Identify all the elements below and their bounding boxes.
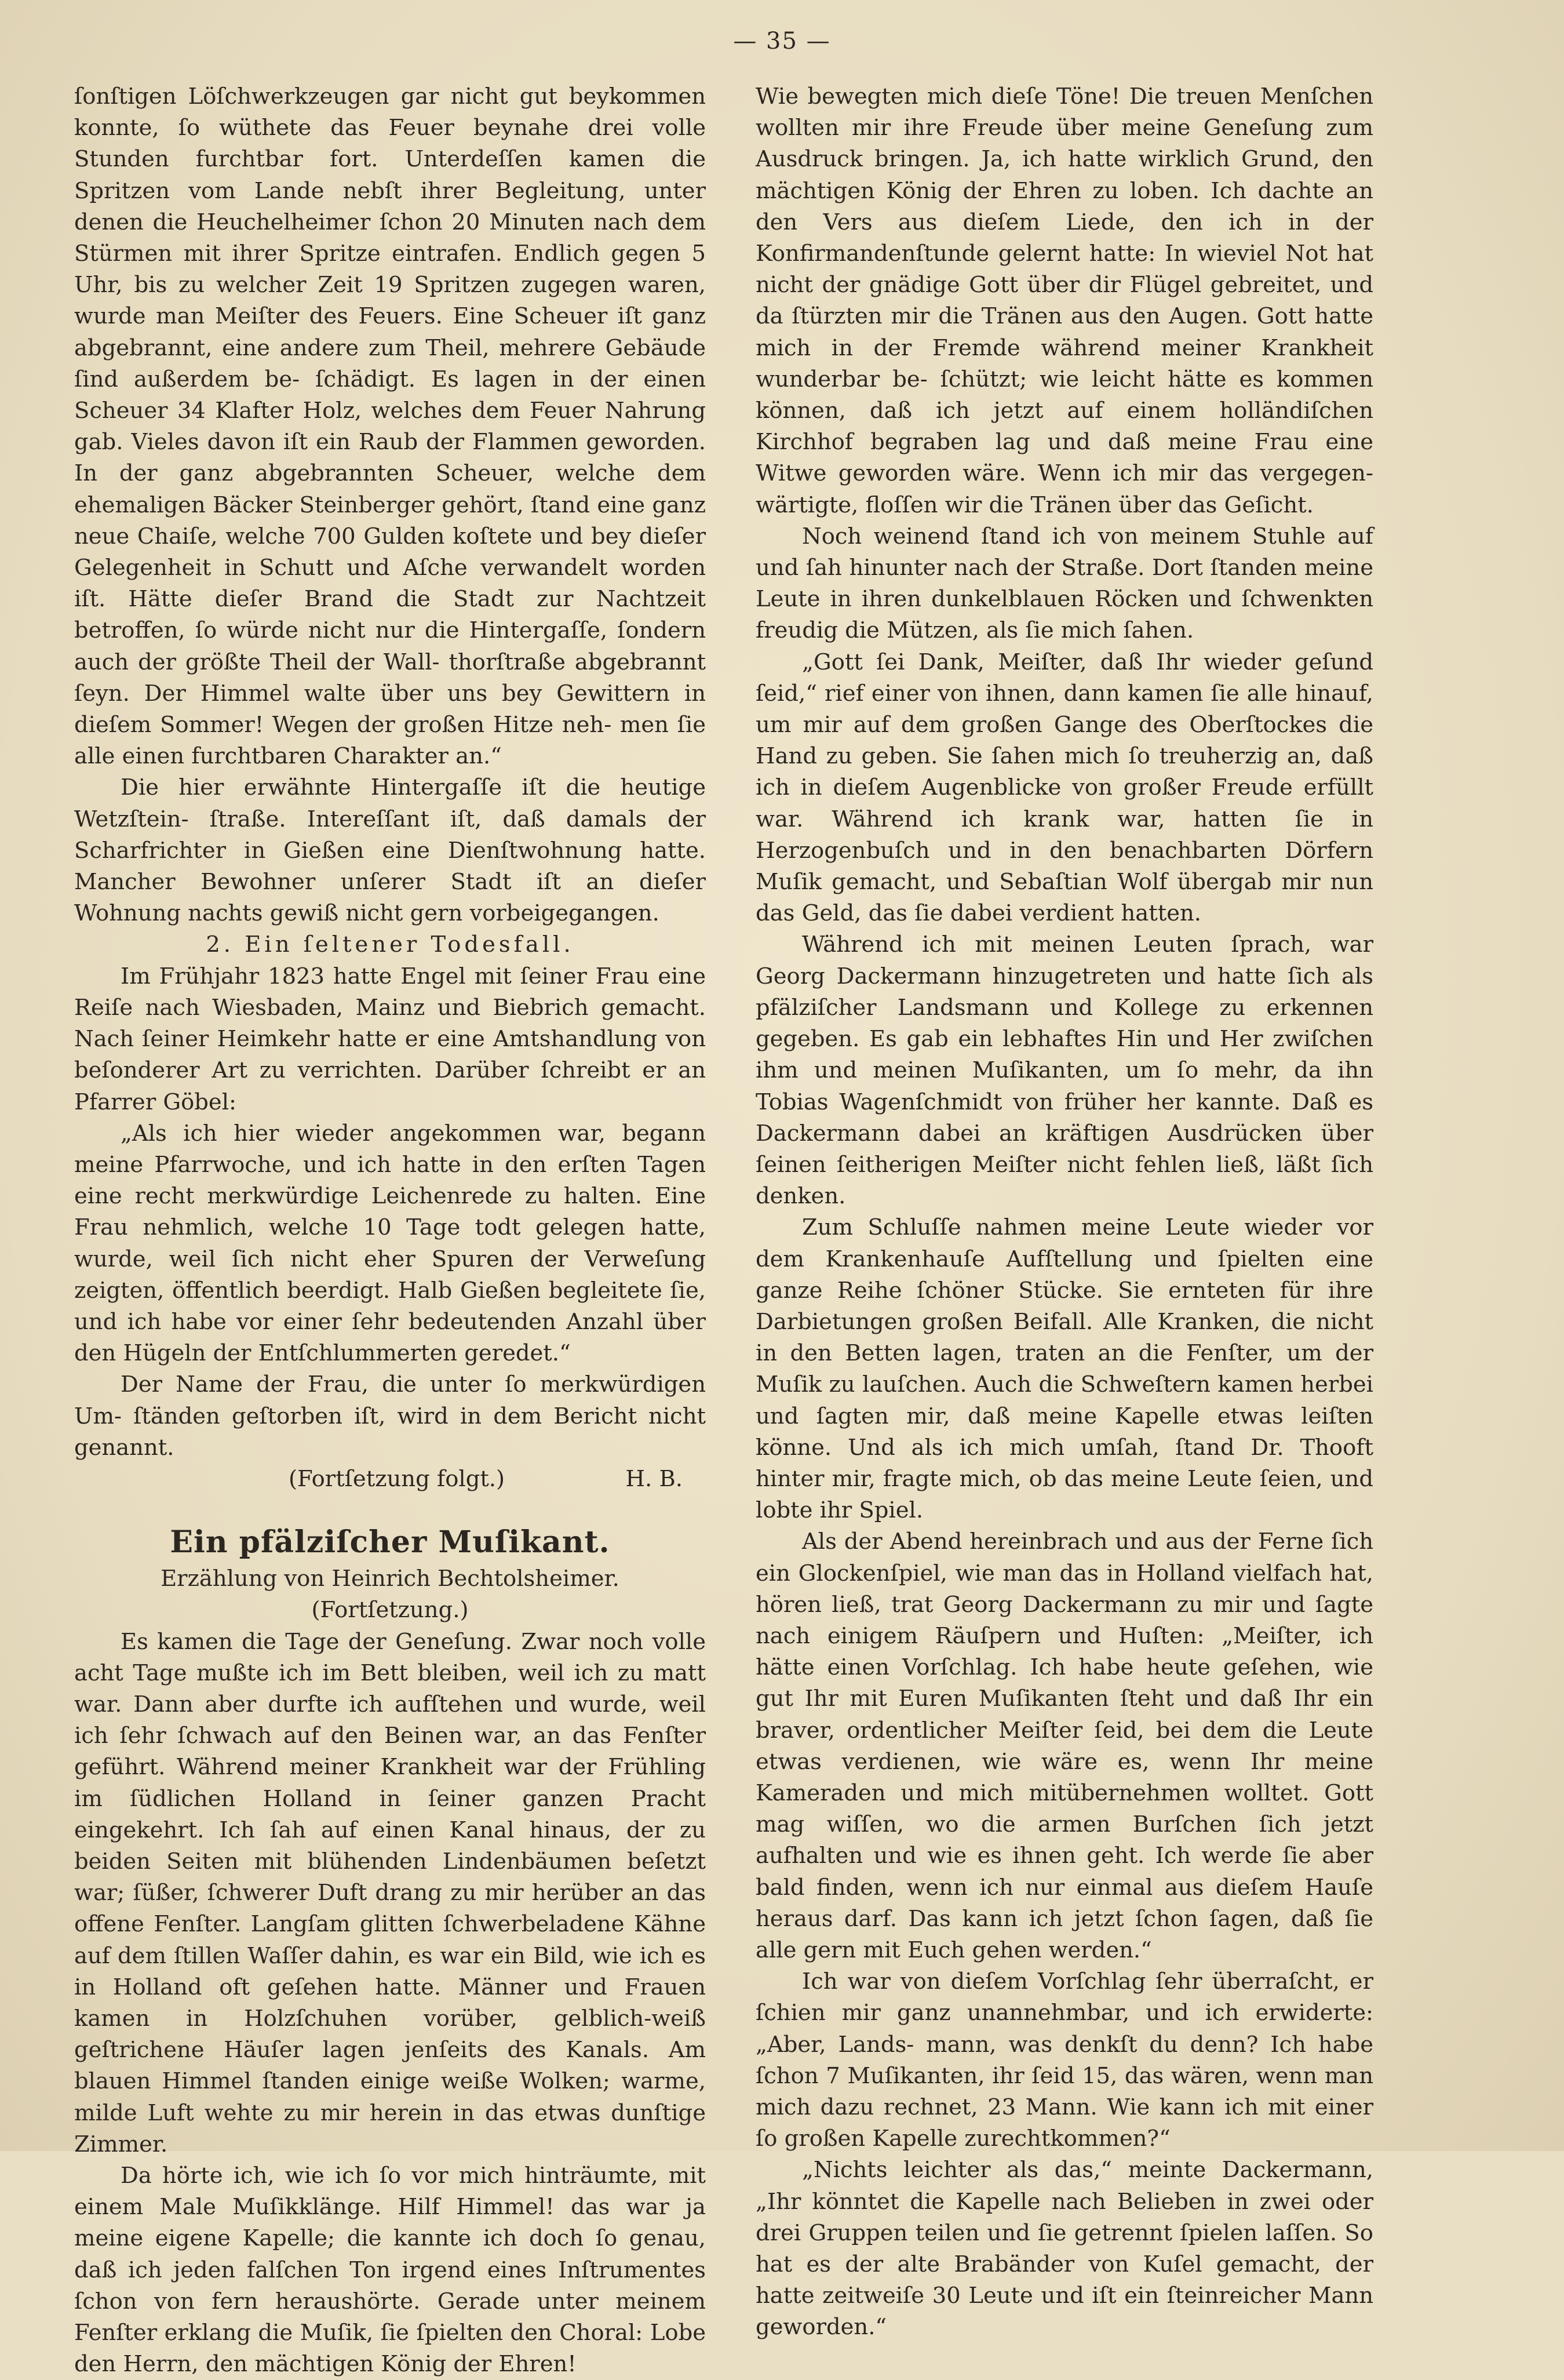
section-heading: 2. Ein ſeltener Todesfall. (206, 931, 574, 958)
paragraph: „Nichts leichter als das,“ meinte Dackermann, „Ihr könntet die Kapelle nach Belieben in zwei oder drei Gruppen teilen und ſie getrennt ſpielen laſſen. So hat es der alte Brabänder von Kuſel gemacht, der hatte zeitweiſe 30 Leute und iſt ein ſteinreicher Mann geworden.“ (756, 2157, 1373, 2341)
paragraph: Wie bewegten mich dieſe Töne! Die treuen Menſchen wollten mir ihre Freude über meine Geneſung zum Ausdruck bringen. Ja, ich hatte wirklich Grund, den mächtigen König der Ehren zu loben. Ich dachte an den Vers aus dieſem Liede, den ich in der Konfirmandenſtunde gelernt hatte: In wieviel Not hat nicht der gnädige Gott über dir Flügel gebreitet, und da ſtürzten mir die Tränen aus den Augen. Gott hatte mich in der Fremde während meiner Krankheit wunderbar be- ſchützt; wie leicht hätte es kommen können, daß ich jetzt auf einem holländiſchen Kirchhof begraben lag und daß meine Frau eine Witwe geworden wäre. Wenn ich mir das vergegen- wärtigte, floſſen wir die Tränen über das Geſicht. (756, 83, 1373, 518)
continued-note: (Fortſetzung folgt.) (289, 1465, 505, 1492)
paragraph: Während ich mit meinen Leuten ſprach, war Georg Dackermann hinzugetreten und hatte ſich als pfälziſcher Landsmann und Kollege zu erkennen gegeben. Es gab ein lebhaftes Hin und Her zwiſchen ihm und meinen Muſikanten, um ſo mehr, da ihn Tobias Wagenſchmidt von früher her kannte. Daß es Dackermann dabei an kräftigen Ausdrücken über ſeinen ſeitherigen Meiſter nicht fehlen ließ, läßt ſich denken. (756, 931, 1373, 1210)
paragraph: Im Frühjahr 1823 hatte Engel mit ſeiner Frau eine Reiſe nach Wiesbaden, Mainz und Biebrich gemacht. Nach ſeiner Heimkehr hatte er eine Amtshandlung von beſonderer Art zu verrichten. Darüber ſchreibt er an Pfarrer Göbel: (74, 963, 706, 1115)
story-byline: Erzählung von Heinrich Bechtolsheimer. (161, 1566, 619, 1592)
paragraph: Der Name der Frau, die unter ſo merkwürdigen Um- ſtänden geſtorben iſt, wird in dem Bericht nicht genannt. (74, 1371, 706, 1461)
paragraph: Es kamen die Tage der Geneſung. Zwar noch volle acht Tage mußte ich im Bett bleiben, weil ich zu matt war. Dann aber durfte ich aufſtehen und wurde, weil ich ſehr ſchwach auf den Beinen war, an das Fenſter geführt. Während meiner Krankheit war der Frühling im ſüdlichen Holland in ſeiner ganzen Pracht eingekehrt. Ich ſah auf einen Kanal hinaus, der zu beiden Seiten mit blühenden Lindenbäumen beſetzt war; ſüßer, ſchwerer Duft drang zu mir herüber an das offene Fenſter. Langſam glitten ſchwerbeladene Kähne auf dem ſtillen Waſſer dahin, es war ein Bild, wie ich es in Holland oft geſehen hatte. Männer und Frauen kamen in Holzſchuhen vorüber, gelblich-weiß geſtrichene Häuſer lagen jenſeits des Kanals. Am blauen Himmel ſtanden einige weiße Wolken; warme, milde Luft wehte zu mir herein in das etwas dunſtige Zimmer. (74, 1628, 706, 2157)
left-column (74, 81, 706, 2380)
paragraph: Die hier erwähnte Hintergaſſe iſt die heutige Wetzſtein- ſtraße. Intereſſant iſt, daß damals der Scharfrichter in Gießen eine Dienſtwohnung hatte. Mancher Bewohner unſerer Stadt iſt an dieſer Wohnung nachts gewiß nicht gern vorbeigegangen. (74, 774, 706, 927)
paragraph: ſonſtigen Löſchwerkzeugen gar nicht gut beykommen konnte, ſo wüthete das Feuer beynahe drei volle Stunden furchtbar fort. Unterdeſſen kamen die Spritzen vom Lande nebſt ihrer Begleitung, unter denen die Heuchelheimer ſchon 20 Minuten nach dem Stürmen mit ihrer Spritze eintrafen. Endlich gegen 5 Uhr, bis zu welcher Zeit 19 Spritzen zugegen waren, wurde man Meiſter des Feuers. Eine Scheuer iſt ganz abgebrannt, eine andere zum Theil, mehrere Gebäude ſind außerdem be- ſchädigt. Es lagen in der einen Scheuer 34 Klafter Holz, welches dem Feuer Nahrung gab. Vieles davon iſt ein Raub der Flammen geworden. In der ganz abgebrannten Scheuer, welche dem ehemaligen Bäcker Steinberger gehört, ſtand eine ganz neue Chaiſe, welche 700 Gulden koſtete und bey dieſer Gelegenheit in Schutt und Aſche verwandelt worden iſt. Hätte dieſer Brand die Stadt zur Nachtzeit betroffen, ſo würde nicht nur die Hintergaſſe, ſondern auch der größte Theil der Wall- thorſtraße abgebrannt ſeyn. Der Himmel walte über uns bey Gewittern in dieſem Sommer! Wegen der großen Hitze neh- men ſie alle einen furchtbaren Charakter an.“ (74, 83, 706, 770)
story-title: Ein pfälziſcher Muſikant. (170, 1524, 610, 1560)
continuation-line (74, 1464, 706, 1495)
author-signature: H. B. (625, 1465, 683, 1492)
paragraph: Zum Schluſſe nahmen meine Leute wieder vor dem Krankenhauſe Aufſtellung und ſpielten eine ganze Reihe ſchöner Stücke. Sie ernteten für ihre Darbietungen großen Beifall. Alle Kranken, die nicht in den Betten lagen, traten an die Fenſter, um der Muſik zu lauſchen. Auch die Schweſtern kamen herbei und ſagten mir, daß meine Kapelle etwas leiſten könne. Und als ich mich umſah, ſtand Dr. Thooft hinter mir, fragte mich, ob das meine Leute ſeien, und lobte ihr Spiel. (756, 1214, 1373, 1524)
right-column (756, 81, 1373, 2343)
page-number: — 35 — (733, 28, 831, 54)
paragraph: „Als ich hier wieder angekommen war, begann meine Pfarrwoche, und ich hatte in den erſten Tagen eine recht merkwürdige Leichenrede zu halten. Eine Frau nehmlich, welche 10 Tage todt gelegen hatte, wurde, weil ſich nicht eher Spuren der Verweſung zeigten, öffentlich beerdigt. Halb Gießen begleitete ſie, und ich habe vor einer ſehr bedeutenden Anzahl über den Hügeln der Entſchlummerten geredet.“ (74, 1120, 706, 1367)
paragraph: „Gott ſei Dank, Meiſter, daß Ihr wieder geſund ſeid,“ rief einer von ihnen, dann kamen ſie alle hinauf, um mir auf dem großen Gange des Oberſtockes die Hand zu geben. Sie ſahen mich ſo treuherzig an, daß ich in dieſem Augenblicke von großer Freude erfüllt war. Während ich krank war, hatten ſie in Herzogenbuſch und in den benachbarten Dörfern Muſik gemacht, und Sebaſtian Wolf übergab mir nun das Geld, das ſie dabei verdient hatten. (756, 649, 1373, 927)
story-continuation: (Fortſetzung.) (311, 1597, 469, 1624)
paragraph: Da hörte ich, wie ich ſo vor mich hinträumte, mit einem Male Muſikklänge. Hilf Himmel! das war ja meine eigene Kapelle; die kannte ich doch ſo genau, daß ich jeden falſchen Ton irgend eines Inſtrumentes ſchon von fern heraushörte. Gerade unter meinem Fenſter erklang die Muſik, ſie ſpielten den Choral: Lobe den Herrn, den mächtigen König der Ehren! (74, 2163, 706, 2378)
paragraph: Noch weinend ſtand ich von meinem Stuhle auf und ſah hinunter nach der Straße. Dort ſtanden meine Leute in ihren dunkelblauen Röcken und ſchwenkten freudig die Mützen, als ſie mich ſahen. (756, 523, 1373, 644)
paragraph: Ich war von dieſem Vorſchlag ſehr überraſcht, er ſchien mir ganz unannehmbar, und ich erwiderte: „Aber, Lands- mann, was denkſt du denn? Ich habe ſchon 7 Muſikanten, ihr ſeid 15, das wären, wenn man mich dazu rechnet, 23 Mann. Wie kann ich mit einer ſo großen Kapelle zurechtkommen?“ (756, 1968, 1373, 2152)
paragraph: Als der Abend hereinbrach und aus der Ferne ſich ein Glockenſpiel, wie man das in Holland vielfach hat, hören ließ, trat Georg Dackermann zu mir und ſagte nach einigem Räuſpern und Huſten: „Meiſter, ich hätte einen Vorſchlag. Ich habe heute geſehen, wie gut Ihr mit Euren Muſikanten ſteht und daß Ihr ein braver, ordentlicher Meiſter ſeid, bei dem die Leute etwas verdienen, wie wäre es, wenn Ihr meine Kameraden und mich mitübernehmen wolltet. Gott mag wiſſen, wo die armen Burſchen ſich jetzt aufhalten und wie es ihnen geht. Ich werde ſie aber bald finden, wenn ich nur einmal aus dieſem Hauſe heraus darf. Das kann ich jetzt ſchon ſagen, daß ſie alle gern mit Euch gehen werden.“ (756, 1529, 1373, 1963)
